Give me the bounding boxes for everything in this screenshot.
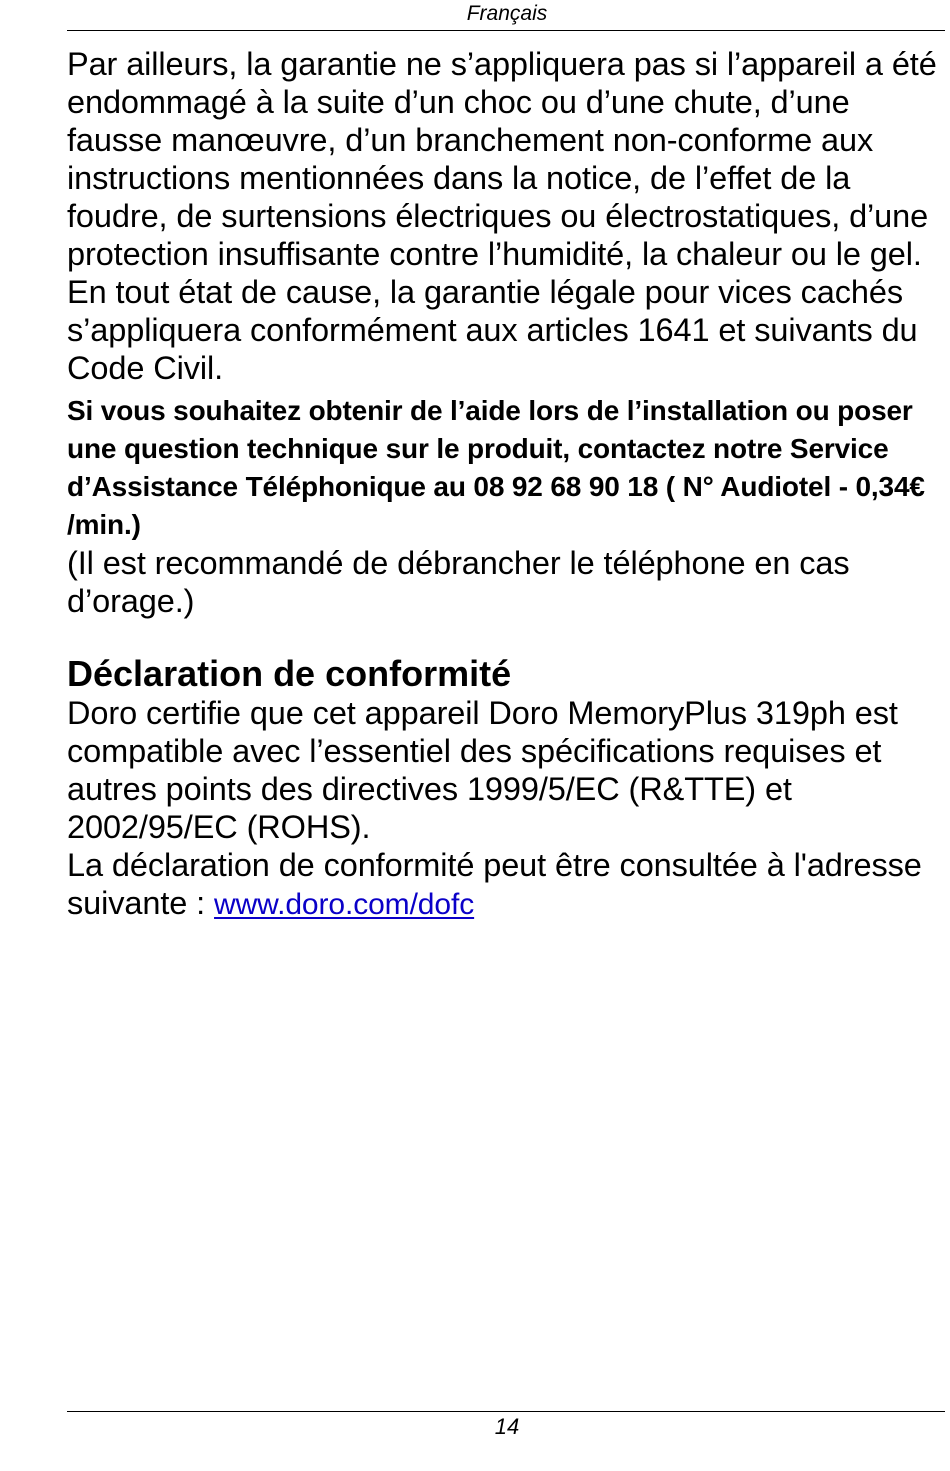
- page-header-language: Français: [466, 2, 548, 25]
- declaration-consult-prefix: La déclaration de conformité peut être consultée à l'adresse suivante :: [67, 847, 922, 921]
- page-content: [67, 45, 937, 924]
- warranty-exclusion-paragraph: Par ailleurs, la garantie ne s’appliquera pas si l’appareil a été endommagé à la suite d’un choc ou d’une chute, d’une fausse manœuvre, d’un branchement non-conforme aux instructions mentionnées dans la notice, de l’effet de la foudre, de surtensions électriques ou électrostatiques, d’une protection insuffisante contre l’humidité, la chaleur ou le gel. En tout état de cause, la garantie légale pour vices cachés s’appliquera conformément aux articles 1641 et suivants du Code Civil.: [67, 46, 937, 386]
- declaration-statement-paragraph: Doro certifie que cet appareil Doro MemoryPlus 319ph est compatible avec l’essentiel des spécifications requises et autres points des directives 1999/5/EC (R&TTE) et 2002/95/EC (ROHS).: [67, 695, 898, 845]
- declaration-heading: Déclaration de conformité: [67, 653, 512, 694]
- page-number: 14: [494, 1414, 520, 1439]
- header-divider: [67, 30, 945, 31]
- storm-advice-paragraph: (Il est recommandé de débrancher le téléphone en cas d’orage.): [67, 545, 850, 619]
- support-notice-paragraph: Si vous souhaitez obtenir de l’aide lors de l’installation ou poser une question technique sur le produit, contactez notre Service d’Assistance Téléphonique au 08 92 68 90 18 ( N° Audiotel - 0,34€ /min.): [67, 395, 925, 540]
- footer-divider: [67, 1411, 945, 1412]
- declaration-consult-paragraph: [67, 846, 937, 924]
- declaration-link[interactable]: www.doro.com/dofc: [214, 888, 475, 921]
